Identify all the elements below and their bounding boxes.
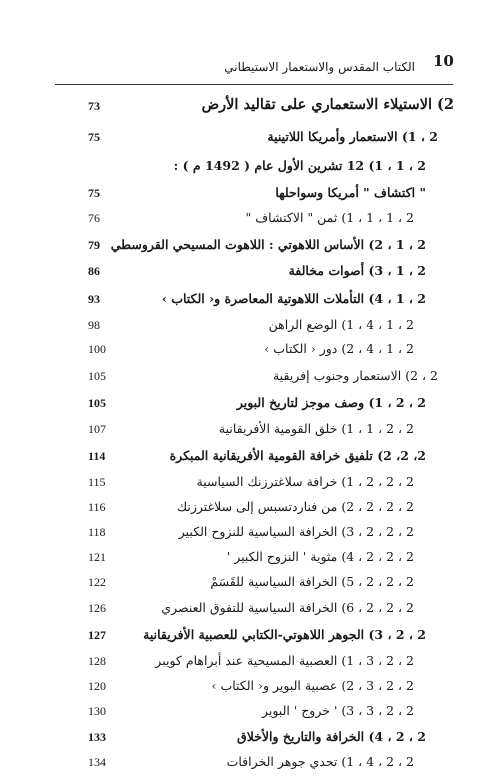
toc-entry-page: 107 — [88, 422, 106, 436]
toc-entry-page: 73 — [88, 99, 100, 113]
toc-entry-title: 2 ، 1) الاستعمار وأمريكا اللاتينية — [267, 129, 438, 144]
toc-entry-page: 100 — [88, 342, 106, 356]
page-number: 10 — [433, 52, 454, 70]
toc-entry-page: 121 — [88, 550, 106, 564]
toc-entry-title: 2 ، 1 ، 4 ، 2) دور ‹ الكتاب › — [264, 341, 414, 356]
toc-entry — [0, 261, 500, 283]
toc-entry-page: 75 — [88, 186, 100, 200]
toc-entry-title: 2 ، 2 ، 2 ، 4) مثوية ' النزوح الكبير ' — [226, 549, 414, 564]
toc-entry — [0, 497, 500, 519]
toc-entry — [0, 472, 500, 494]
toc-entry — [0, 393, 500, 415]
toc-entry — [0, 127, 500, 149]
toc-entry-page: 130 — [88, 704, 106, 718]
toc-entry-page: 105 — [88, 396, 106, 410]
toc-entry-page: 120 — [88, 679, 106, 693]
toc-entry-title: 2 ، 2 ، 1 ، 1) خلق القومية الأفريقانية — [218, 421, 414, 436]
toc-entry-page: 93 — [88, 292, 100, 306]
toc-entry — [0, 752, 500, 774]
toc-entry-title: 2 ، 2 ، 4 ، 1) تحدي جوهر الخرافات — [226, 754, 414, 769]
toc-entry-title: 2 ، 2 ، 3 ، 1) العصبية المسيحية عند أبراهام كويبر — [155, 653, 414, 668]
toc-entry — [0, 366, 500, 388]
toc-entry — [0, 676, 500, 698]
toc-entry-title: 2 ، 1 ، 4 ، 1) الوضع الراهن — [268, 317, 414, 332]
toc-entry-page: 76 — [88, 211, 100, 225]
toc-entry-page: 122 — [88, 575, 106, 589]
toc-entry-title: 2) الاستيلاء الاستعماري على تقاليد الأرض — [201, 96, 454, 113]
toc-entry-title: 2 ، 2 ، 2 ، 3) الخرافة السياسية للنزوح الكبير — [178, 524, 414, 539]
toc-entry — [0, 235, 500, 257]
toc-entry-page: 118 — [88, 525, 106, 539]
toc-entry — [0, 547, 500, 569]
toc-entry — [0, 572, 500, 594]
toc-entry — [0, 522, 500, 544]
toc-entry-page: 134 — [88, 755, 106, 769]
toc-entry-page: 127 — [88, 628, 106, 642]
toc-entry-page: 116 — [88, 500, 106, 514]
toc-entry-title: 2 ، 2 ، 2 ، 6) الخرافة السياسية للتفوق العنصري — [161, 600, 414, 615]
toc-entry-page: 86 — [88, 264, 100, 278]
toc-entry-title: 2 ، 1 ، 4) التأملات اللاهوتية المعاصرة و‹ الكتاب › — [161, 291, 426, 306]
page-header — [0, 52, 500, 82]
toc-entry-title: 2 ، 2 ، 4) الخرافة والتاريخ والأخلاق — [237, 729, 426, 744]
toc-entry-title: 2 ، 2 ، 2 ، 1) خرافة سلاغترزنك السياسية — [196, 474, 414, 489]
toc-entry — [0, 701, 500, 723]
toc-entry-page: 126 — [88, 601, 106, 615]
toc-entry-title: 2 ، 1 ، 2) الأساس اللاهوتي : اللاهوت المسيحي القروسطي — [110, 237, 426, 252]
toc-entry-title: 2 ، 2 ، 3 ، 3) ' خروج ' البوير — [261, 703, 414, 718]
toc-entry-page: 133 — [88, 730, 106, 744]
toc-entry — [0, 289, 500, 311]
toc-entry-title: 2 ، 1 ، 1) 12 تشرين الأول عام ( 1492 م ) : — [173, 158, 426, 173]
running-title: الكتاب المقدس والاستعمار الاستيطاني — [224, 60, 415, 74]
toc-entry-title: 2 ، 2 ، 1) وصف موجز لتاريخ البوير — [236, 395, 426, 410]
toc-entry — [0, 208, 500, 230]
toc-entry — [0, 727, 500, 749]
toc-entry-title: " اكتشاف " أمريكا وسواحلها — [275, 185, 426, 200]
toc-entry — [0, 156, 500, 178]
toc-entry — [0, 446, 500, 468]
toc-entry — [0, 339, 500, 361]
toc-entry-title: 2 ، 2 ، 3) الجوهر اللاهوتي-الكتابي للعصبية الأفريقانية — [143, 627, 426, 642]
toc-entry-page: 75 — [88, 130, 100, 144]
toc-entry-title: 2 ، 2 ، 2 ، 5) الخرافة السياسية للقَسَمْ — [210, 574, 414, 589]
toc-entry-title: 2 ، 2 ، 3 ، 2) عصبية البوير و‹ الكتاب › — [211, 678, 414, 693]
toc-entry-title: 2 ، 2 ، 2 ، 2) من فناردتسبس إلى سلاغترزنك — [176, 499, 414, 514]
toc-entry — [0, 625, 500, 647]
toc-entry — [0, 598, 500, 620]
toc-entry-page: 128 — [88, 654, 106, 668]
toc-entry-page: 114 — [88, 449, 106, 463]
toc-entry — [0, 419, 500, 441]
toc-entry-title: 2 ، 1 ، 3) أصوات مخالفة — [288, 263, 426, 278]
toc-entry-page: 115 — [88, 475, 106, 489]
toc-entry — [0, 651, 500, 673]
toc-entry-title: 2 ، 1 ، 1 ، 1) ثمن " الاكتشاف " — [245, 210, 414, 225]
toc-entry-page: 98 — [88, 318, 100, 332]
toc-entry — [0, 315, 500, 337]
toc-entry-title: 2، 2، 2) تلفيق خرافة القومية الأفريقانية المبكرة — [169, 448, 426, 463]
toc-entry — [0, 96, 500, 118]
toc-entry-page: 105 — [88, 369, 106, 383]
header-rule — [55, 84, 453, 85]
toc-entry — [0, 183, 500, 205]
toc-entry-page: 79 — [88, 238, 100, 252]
toc-entry-title: 2 ، 2) الاستعمار وجنوب إفريقية — [272, 368, 438, 383]
